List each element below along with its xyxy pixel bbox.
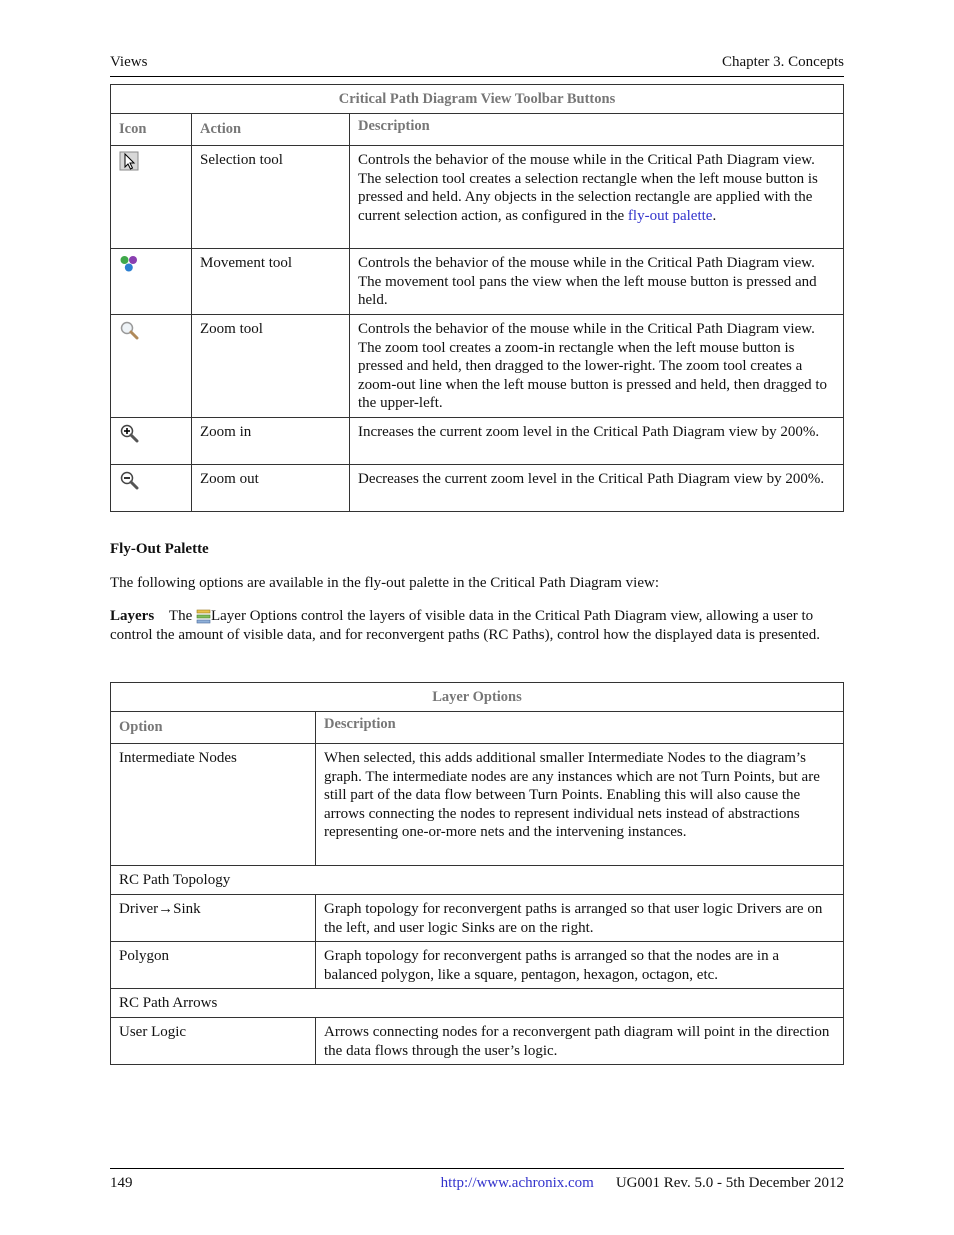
group-header-arrows: RC Path Arrows (111, 989, 844, 1018)
col-header-description: Description (316, 712, 844, 744)
header-chapter: Chapter 3. Concepts (721, 54, 844, 70)
description-cell: Arrows connecting nodes for a reconvergent path diagram will point in the direction the data flows through the user’s logic. (316, 1018, 844, 1065)
description-cell: Graph topology for reconvergent paths is arranged so that user logic Drivers are on the left, and user logic Sinks are on the right. (316, 895, 844, 942)
description-cell: Decreases the current zoom level in the Critical Path Diagram view by 200%. (350, 465, 844, 512)
layer-stack-icon (196, 608, 211, 625)
table-row (111, 895, 844, 942)
section-title: Fly-Out Palette (110, 541, 209, 557)
table-row (111, 942, 844, 989)
description-cell: Increases the current zoom level in the Critical Path Diagram view by 200%. (350, 418, 844, 465)
movement-dots-icon (119, 254, 139, 274)
action-cell: Zoom out (192, 465, 350, 512)
icon-cell (111, 146, 192, 249)
page-header (110, 54, 844, 77)
col-header-icon: Icon (111, 114, 192, 146)
description-cell: Controls the behavior of the mouse while in the Critical Path Diagram view. The movement tool pans the view when the left mouse button is pressed and held. (350, 249, 844, 315)
table-caption: Layer Options (111, 683, 844, 712)
icon-cell (111, 315, 192, 418)
action-cell: Movement tool (192, 249, 350, 315)
table-row (111, 146, 844, 249)
col-header-action: Action (192, 114, 350, 146)
col-header-option: Option (111, 712, 316, 744)
table-row (111, 744, 844, 866)
action-cell: Zoom in (192, 418, 350, 465)
zoom-in-icon (119, 423, 139, 443)
table-caption: Critical Path Diagram View Toolbar Buttons (111, 85, 844, 114)
icon-cell (111, 418, 192, 465)
icon-cell (111, 249, 192, 315)
action-cell: Selection tool (192, 146, 350, 249)
toolbar-buttons-table (110, 84, 844, 512)
intro-paragraph: The following options are available in the fly-out palette in the Critical Path Diagram view: (110, 575, 660, 591)
description-cell: Controls the behavior of the mouse while in the Critical Path Diagram view. The zoom tool creates a zoom-in rectangle when the left mouse button is pressed and held, then dragged to the lower-right. The zoom tool creates a zoom-out line when the left mouse button is pressed and held, then dragged to the upper-left. (350, 315, 844, 418)
option-cell: User Logic (111, 1018, 316, 1065)
zoom-out-icon (119, 470, 139, 490)
page-number: 149 (110, 1175, 133, 1191)
group-row (111, 866, 844, 895)
group-header-topology: RC Path Topology (111, 866, 844, 895)
website-link[interactable]: http://www.achronix.com (440, 1175, 594, 1191)
layer-options-table (110, 682, 844, 1065)
table-row (111, 249, 844, 315)
option-cell: Polygon (111, 942, 316, 989)
table-row (111, 418, 844, 465)
page-footer (110, 1168, 844, 1191)
description-cell: Controls the behavior of the mouse while in the Critical Path Diagram view. The selection tool creates a selection rectangle when the left mouse button is pressed and held. Any objects in the selection rectangle are applied with the current selection action, as configured in the fly-out palette. (350, 146, 844, 249)
table-row (111, 1018, 844, 1065)
layers-label: Layers (110, 608, 155, 624)
selection-cursor-icon (119, 151, 139, 171)
description-cell: Graph topology for reconvergent paths is arranged so that the nodes are in a balanced polygon, like a square, pentagon, hexagon, octagon, etc. (316, 942, 844, 989)
option-cell: Intermediate Nodes (111, 744, 316, 866)
table-row (111, 465, 844, 512)
col-header-description: Description (350, 114, 844, 146)
header-section: Views (110, 54, 148, 70)
description-cell: When selected, this adds additional smaller Intermediate Nodes to the diagram’s graph. The intermediate nodes are any instances which are not Turn Points, but are still part of the data flow between Turn Points. Enabling this will also cause the arrows connecting the nodes to represent individual nets instead of abstractions representing one-or-more nets and the intervening instances. (316, 744, 844, 866)
group-row (111, 989, 844, 1018)
option-cell: Driver→Sink (111, 895, 316, 942)
magnifier-icon (119, 320, 139, 340)
doc-revision: UG001 Rev. 5.0 - 5th December 2012 (615, 1175, 844, 1191)
icon-cell (111, 465, 192, 512)
table-row (111, 315, 844, 418)
action-cell: Zoom tool (192, 315, 350, 418)
layers-paragraph: Layers The Layer Options control the layers of visible data in the Critical Path Diagram view, allowing a user to control the amount of visible data, and for reconvergent paths (RC Paths), control how the displayed data is presented. (110, 608, 820, 643)
fly-out-palette-link[interactable]: fly-out palette (627, 207, 713, 224)
